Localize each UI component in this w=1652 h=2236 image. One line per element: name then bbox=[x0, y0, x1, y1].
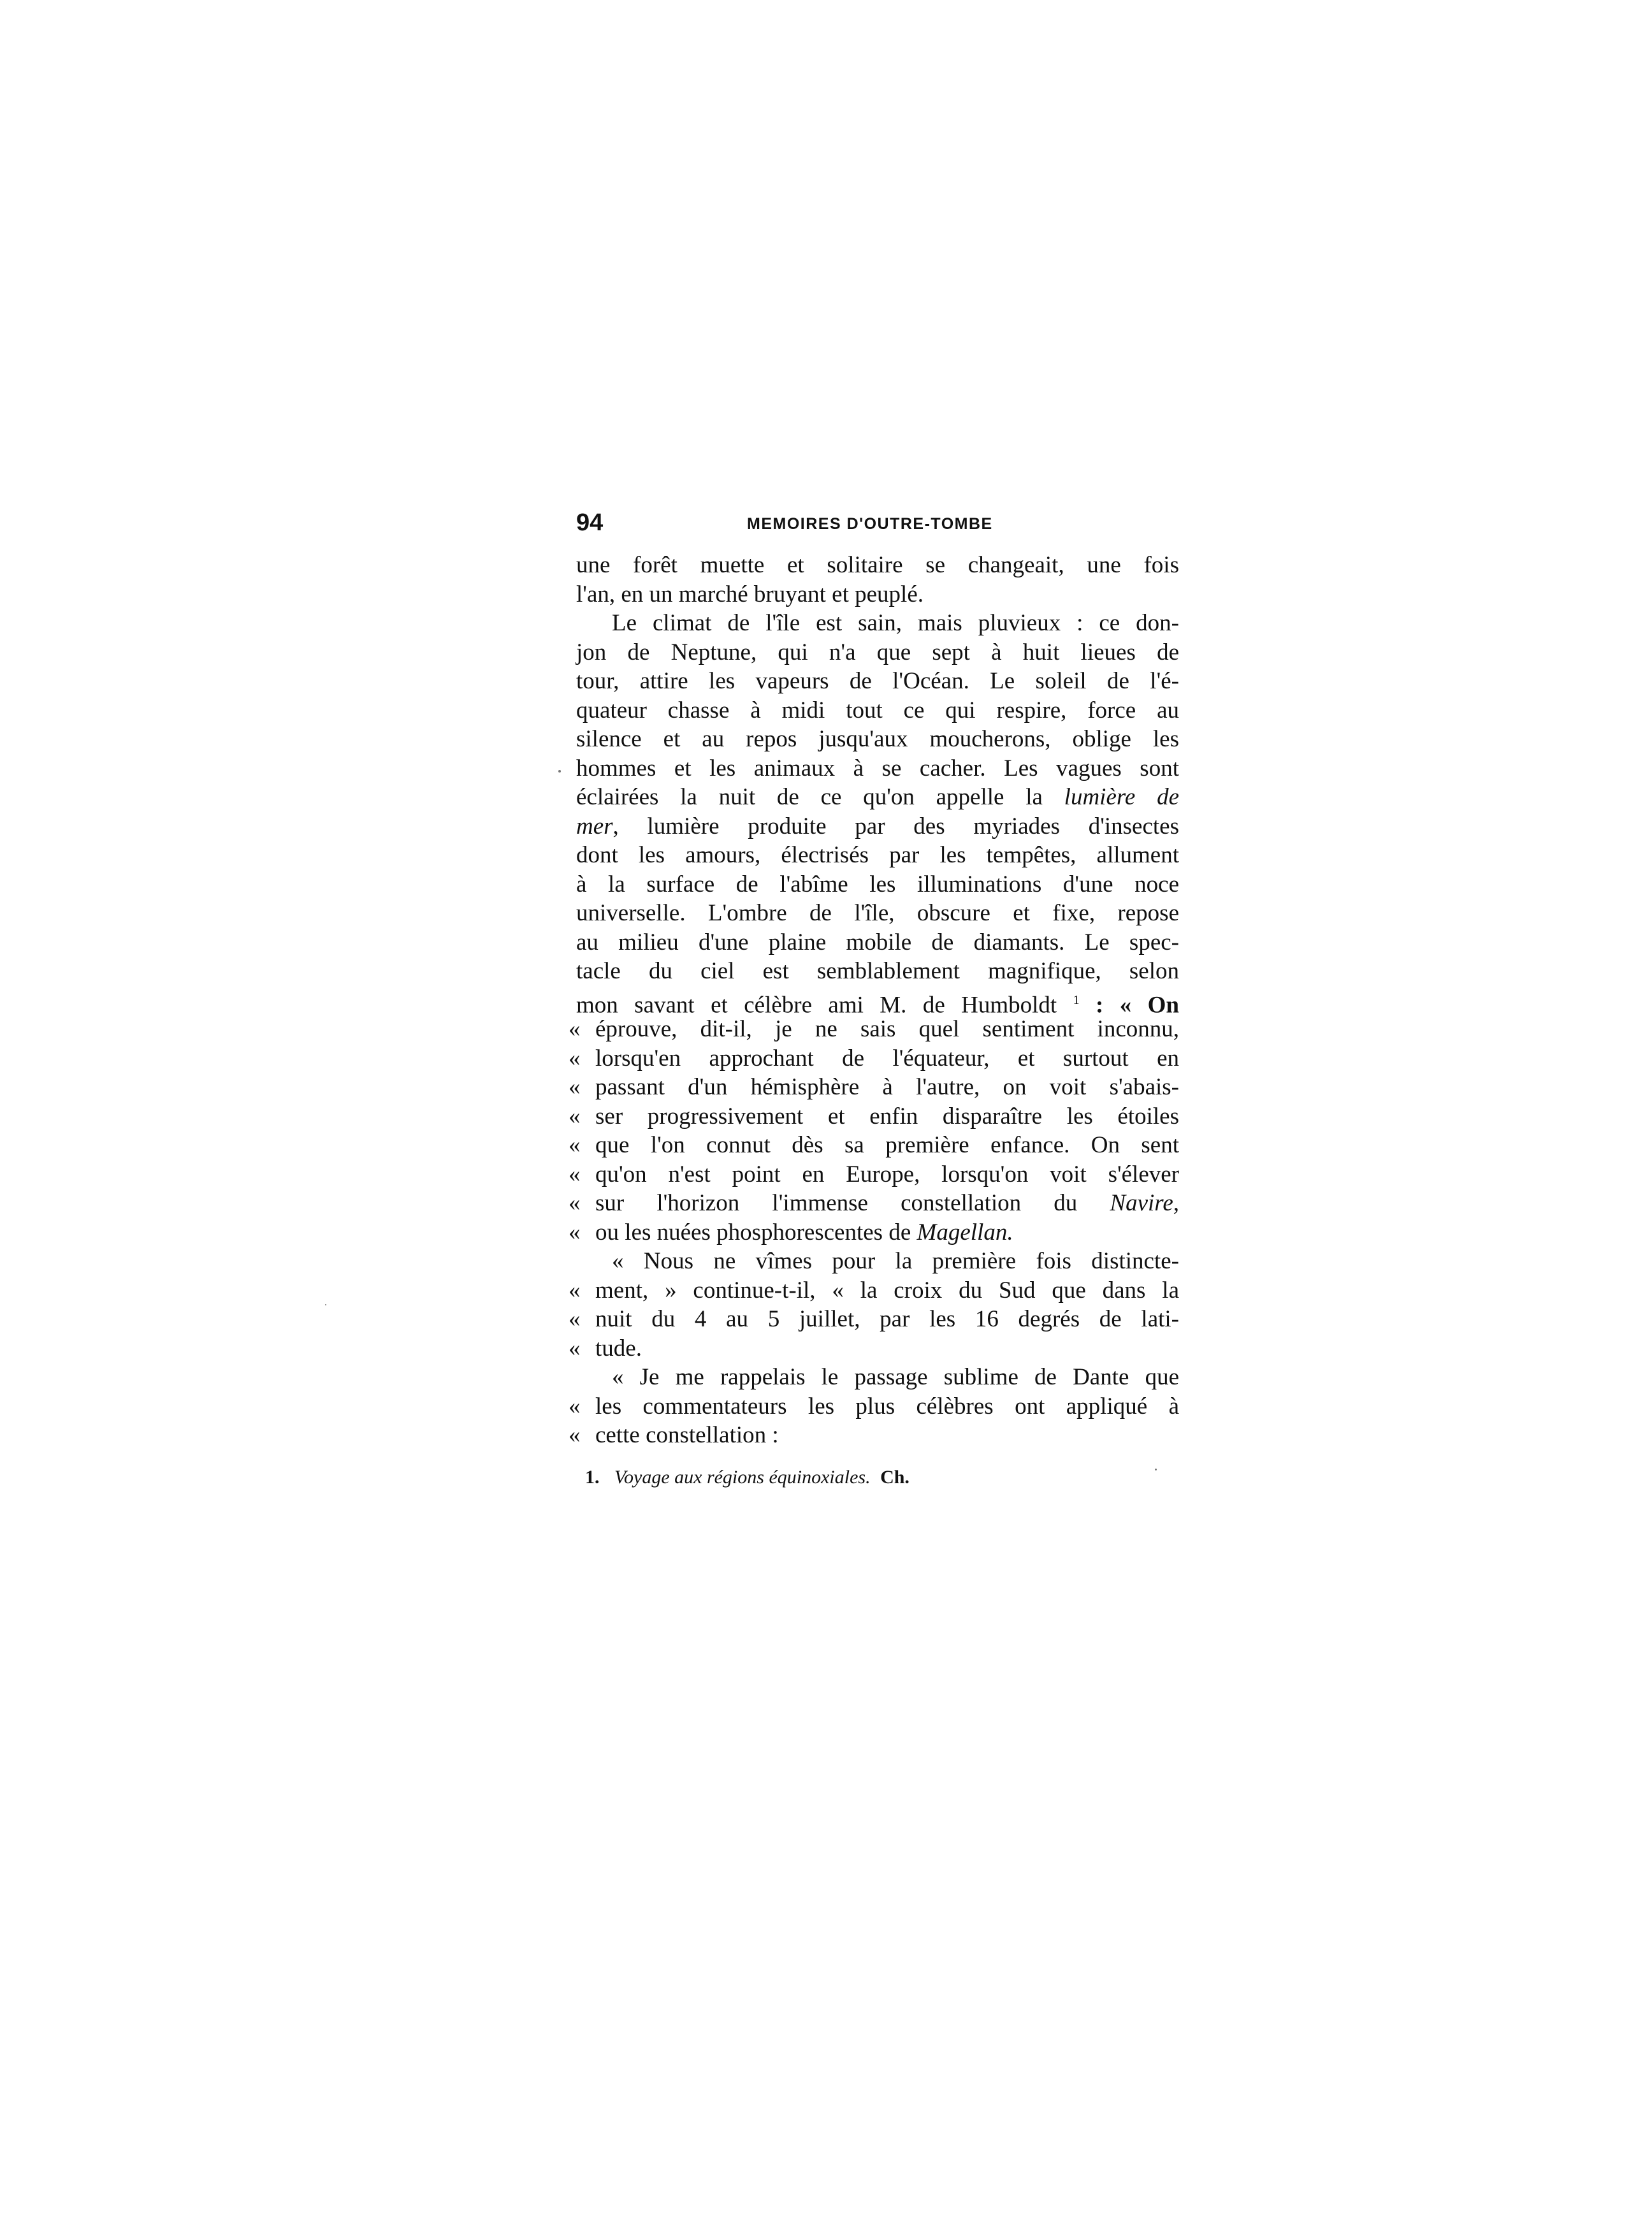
humboldt-text: mon savant et célèbre ami M. de Humboldt bbox=[576, 991, 1057, 1018]
text-line-25: « Nous ne vîmes pour la première fois distincte- bbox=[612, 1248, 1179, 1274]
quoted-line-8 bbox=[569, 1218, 1179, 1247]
text-line-8: hommes et les animaux à se cacher. Les vagues sont bbox=[576, 755, 1179, 781]
quoted-line-2 bbox=[569, 1044, 1179, 1073]
quote-mark: « bbox=[569, 1132, 581, 1158]
quote-mark: « bbox=[569, 1045, 581, 1071]
text-line-16-rest: : « On bbox=[1079, 991, 1179, 1018]
italic-magellan: Magellan. bbox=[917, 1219, 1013, 1245]
footnote-signature: Ch. bbox=[880, 1467, 909, 1488]
page-header bbox=[576, 507, 1179, 538]
text-line-6: quateur chasse à midi tout ce qui respire, force au bbox=[576, 697, 1179, 723]
quoted-line-1-text: éprouve, dit-il, je ne sais quel sentiment inconnu, bbox=[595, 1016, 1179, 1042]
quoted-line-13 bbox=[569, 1421, 1179, 1450]
footnote-number: 1. bbox=[585, 1467, 600, 1488]
quoted-line-4-text: ser progressivement et enfin disparaître les étoiles bbox=[595, 1103, 1179, 1129]
footnote bbox=[585, 1465, 909, 1490]
quoted-line-9 bbox=[569, 1276, 1179, 1305]
scan-speck bbox=[558, 770, 561, 773]
quoted-line-12 bbox=[569, 1392, 1179, 1421]
quote-mark: « bbox=[569, 1190, 581, 1216]
text-line-29: « Je me rappelais le passage sublime de Dante que bbox=[612, 1364, 1179, 1390]
quote-mark: « bbox=[569, 1422, 581, 1448]
quote-mark: « bbox=[569, 1219, 581, 1245]
text-line-4: jon de Neptune, qui n'a que sept à huit lieues de bbox=[576, 639, 1179, 665]
quoted-line-11 bbox=[569, 1334, 1179, 1363]
quoted-line-13-text: cette constellation : bbox=[595, 1422, 779, 1448]
text-line-10 bbox=[576, 812, 1179, 841]
quoted-line-4 bbox=[569, 1102, 1179, 1131]
quoted-line-1 bbox=[569, 1015, 1179, 1044]
footnote-text: Voyage aux régions équinoxiales. bbox=[614, 1467, 871, 1488]
quote-mark: « bbox=[569, 1161, 581, 1187]
quote-mark: « bbox=[569, 1277, 581, 1303]
text-line-13: universelle. L'ombre de l'île, obscure et fixe, repose bbox=[576, 900, 1179, 926]
text-line-12: à la surface de l'abîme les illuminations d'une noce bbox=[576, 871, 1179, 897]
quoted-line-7-text: sur l'horizon l'immense constellation du bbox=[595, 1190, 1078, 1216]
quoted-line-3-text: passant d'un hémisphère à l'autre, on voit s'abais- bbox=[595, 1074, 1179, 1100]
quote-mark: « bbox=[569, 1393, 581, 1419]
quoted-line-10-text: nuit du 4 au 5 juillet, par les 16 degrés de lati- bbox=[595, 1306, 1179, 1332]
text-line-16 bbox=[576, 986, 1179, 1018]
quote-mark: « bbox=[569, 1103, 581, 1129]
text-line-15: tacle du ciel est semblablement magnifique, selon bbox=[576, 958, 1179, 984]
text-line-9-start: éclairées la nuit de ce qu'on appelle la bbox=[576, 784, 1043, 810]
italic-navire: Navire, bbox=[1110, 1190, 1179, 1216]
page-number: 94 bbox=[576, 509, 604, 536]
text-line-11: dont les amours, électrisés par les tempêtes, allument bbox=[576, 842, 1179, 868]
quoted-line-6-text: qu'on n'est point en Europe, lorsqu'on voit s'élever bbox=[595, 1161, 1179, 1187]
quote-mark: « bbox=[569, 1016, 581, 1042]
quote-mark: « bbox=[569, 1306, 581, 1332]
scan-speck bbox=[1155, 1469, 1157, 1470]
quote-mark: « bbox=[569, 1074, 581, 1100]
italic-lumiere-de: lumière de bbox=[1064, 784, 1179, 810]
quoted-line-12-text: les commentateurs les plus célèbres ont appliqué à bbox=[595, 1393, 1179, 1419]
quoted-line-5 bbox=[569, 1131, 1179, 1160]
footnote-reference: 1 bbox=[1073, 992, 1080, 1007]
scan-speck bbox=[325, 1304, 326, 1305]
quoted-line-10 bbox=[569, 1305, 1179, 1334]
quoted-line-7 bbox=[569, 1189, 1179, 1218]
body-text bbox=[569, 551, 1179, 1450]
quoted-line-2-text: lorsqu'en approchant de l'équateur, et surtout en bbox=[595, 1045, 1179, 1071]
quoted-line-9-text: ment, » continue-t-il, « la croix du Sud que dans la bbox=[595, 1277, 1179, 1303]
quoted-line-6 bbox=[569, 1160, 1179, 1189]
quoted-line-8-text: ou les nuées phosphorescentes de bbox=[595, 1219, 911, 1245]
text-line-1: une forêt muette et solitaire se changeait, une fois bbox=[576, 552, 1179, 578]
text-line-10-rest: , lumière produite par des myriades d'insectes bbox=[612, 813, 1179, 839]
text-line-5: tour, attire les vapeurs de l'Océan. Le soleil de l'é- bbox=[576, 668, 1179, 694]
italic-mer: mer bbox=[576, 813, 613, 839]
text-line-9 bbox=[576, 783, 1179, 812]
text-line-3: Le climat de l'île est sain, mais pluvieux : ce don- bbox=[612, 610, 1179, 636]
running-title: MEMOIRES D'OUTRE-TOMBE bbox=[747, 515, 993, 533]
quoted-line-11-text: tude. bbox=[595, 1335, 642, 1361]
text-line-14: au milieu d'une plaine mobile de diamants. Le spec- bbox=[576, 929, 1179, 955]
quoted-line-3 bbox=[569, 1073, 1179, 1102]
quoted-line-5-text: que l'on connut dès sa première enfance. On sent bbox=[595, 1132, 1179, 1158]
text-line-7: silence et au repos jusqu'aux moucherons, oblige les bbox=[576, 726, 1179, 752]
quote-mark: « bbox=[569, 1335, 581, 1361]
text-line-2: l'an, en un marché bruyant et peuplé. bbox=[576, 581, 924, 607]
